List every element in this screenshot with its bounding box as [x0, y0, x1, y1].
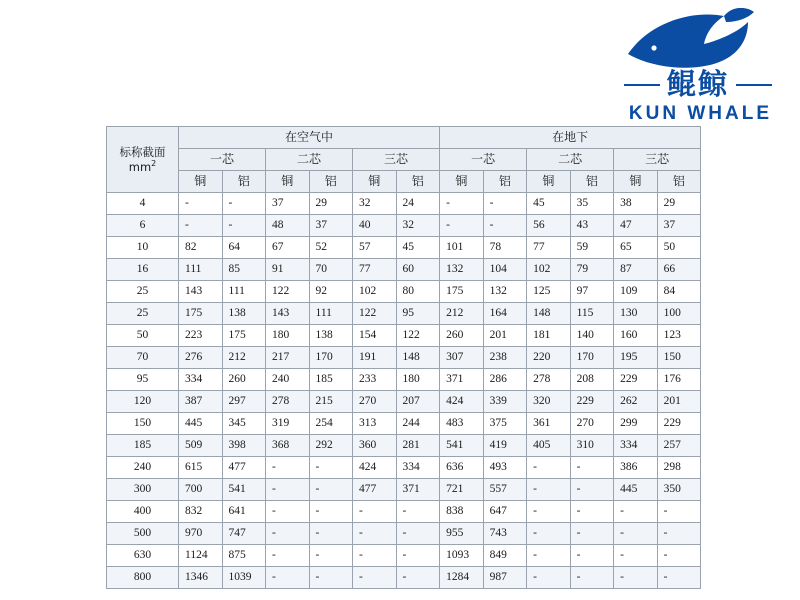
table-header-row-materials — [107, 171, 701, 193]
cell-ampacity: 104 — [483, 259, 527, 281]
cell-ampacity: 84 — [657, 281, 701, 303]
cell-ampacity: 78 — [483, 237, 527, 259]
cell-ampacity: 1039 — [222, 567, 266, 589]
cell-ampacity: 201 — [483, 325, 527, 347]
cell-ampacity: 48 — [266, 215, 310, 237]
cell-ampacity: - — [179, 193, 223, 215]
header-nominal-section — [107, 127, 179, 193]
table-row — [107, 391, 701, 413]
cell-ampacity: 29 — [657, 193, 701, 215]
cell-ampacity: 970 — [179, 523, 223, 545]
cell-ampacity: 233 — [353, 369, 397, 391]
cell-ampacity: 102 — [527, 259, 571, 281]
table-row — [107, 325, 701, 347]
cell-ampacity: - — [396, 501, 440, 523]
cell-ampacity: 270 — [353, 391, 397, 413]
cell-ampacity: 229 — [570, 391, 614, 413]
cell-ampacity: - — [570, 545, 614, 567]
cell-ampacity: 955 — [440, 523, 484, 545]
cell-ampacity: - — [657, 501, 701, 523]
cell-ampacity: 176 — [657, 369, 701, 391]
cell-ampacity: 180 — [396, 369, 440, 391]
cell-ampacity: 647 — [483, 501, 527, 523]
cell-ampacity: 212 — [222, 347, 266, 369]
cell-ampacity: 38 — [614, 193, 658, 215]
cell-ampacity: 319 — [266, 413, 310, 435]
header-material: 铜 — [527, 171, 571, 193]
cell-nominal-section: 630 — [107, 545, 179, 567]
cell-nominal-section: 70 — [107, 347, 179, 369]
cell-ampacity: 339 — [483, 391, 527, 413]
cell-ampacity: 60 — [396, 259, 440, 281]
cell-ampacity: 97 — [570, 281, 614, 303]
cell-ampacity: 987 — [483, 567, 527, 589]
cell-ampacity: 82 — [179, 237, 223, 259]
cell-ampacity: 541 — [222, 479, 266, 501]
cell-nominal-section: 10 — [107, 237, 179, 259]
cell-ampacity: 244 — [396, 413, 440, 435]
cell-ampacity: 70 — [309, 259, 353, 281]
cell-ampacity: 132 — [483, 281, 527, 303]
header-air-core-2: 二芯 — [266, 149, 353, 171]
cell-ampacity: 286 — [483, 369, 527, 391]
cell-ampacity: 95 — [396, 303, 440, 325]
cell-nominal-section: 300 — [107, 479, 179, 501]
cell-ampacity: 220 — [527, 347, 571, 369]
cell-ampacity: 111 — [222, 281, 266, 303]
cell-ampacity: 65 — [614, 237, 658, 259]
cell-ampacity: 80 — [396, 281, 440, 303]
cell-ampacity: 260 — [222, 369, 266, 391]
header-nominal-label: 标称截面 — [119, 144, 166, 159]
cell-ampacity: 87 — [614, 259, 658, 281]
cell-ampacity: - — [266, 501, 310, 523]
cell-ampacity: 164 — [483, 303, 527, 325]
cell-ampacity: - — [353, 567, 397, 589]
cell-ampacity: 143 — [179, 281, 223, 303]
cell-ampacity: 334 — [179, 369, 223, 391]
cell-ampacity: 160 — [614, 325, 658, 347]
cell-ampacity: 92 — [309, 281, 353, 303]
cell-ampacity: 217 — [266, 347, 310, 369]
cell-ampacity: - — [309, 523, 353, 545]
cell-ampacity: 122 — [266, 281, 310, 303]
cell-ampacity: - — [353, 501, 397, 523]
brand-logo — [518, 8, 778, 123]
cell-ampacity: 386 — [614, 457, 658, 479]
table-row — [107, 479, 701, 501]
cell-ampacity: 483 — [440, 413, 484, 435]
cell-ampacity: 207 — [396, 391, 440, 413]
cell-ampacity: 1093 — [440, 545, 484, 567]
cell-ampacity: 636 — [440, 457, 484, 479]
cell-nominal-section: 4 — [107, 193, 179, 215]
cell-ampacity: 180 — [266, 325, 310, 347]
cell-ampacity: - — [266, 567, 310, 589]
cell-nominal-section: 50 — [107, 325, 179, 347]
table-row — [107, 347, 701, 369]
cell-ampacity: - — [570, 501, 614, 523]
header-material: 铜 — [353, 171, 397, 193]
cell-ampacity: 240 — [266, 369, 310, 391]
brand-name-en: KUN WHALE — [628, 103, 772, 124]
cell-ampacity: 122 — [396, 325, 440, 347]
cell-ampacity: 270 — [570, 413, 614, 435]
cell-ampacity: 170 — [309, 347, 353, 369]
cell-ampacity: 398 — [222, 435, 266, 457]
cell-ampacity: - — [222, 193, 266, 215]
cell-nominal-section: 240 — [107, 457, 179, 479]
cell-ampacity: 59 — [570, 237, 614, 259]
cell-ampacity: 123 — [657, 325, 701, 347]
cell-ampacity: 191 — [353, 347, 397, 369]
brand-name-cn: 鲲鲸 — [666, 67, 729, 101]
table-row — [107, 413, 701, 435]
header-material: 铝 — [570, 171, 614, 193]
cell-nominal-section: 500 — [107, 523, 179, 545]
cell-ampacity: - — [614, 501, 658, 523]
cell-ampacity: 262 — [614, 391, 658, 413]
cell-ampacity: 45 — [396, 237, 440, 259]
cell-ampacity: - — [527, 479, 571, 501]
cell-ampacity: - — [353, 545, 397, 567]
cell-ampacity: - — [266, 545, 310, 567]
cell-ampacity: 35 — [570, 193, 614, 215]
cell-ampacity: - — [570, 567, 614, 589]
cell-nominal-section: 6 — [107, 215, 179, 237]
cell-ampacity: 122 — [353, 303, 397, 325]
cell-ampacity: 181 — [527, 325, 571, 347]
table-row — [107, 193, 701, 215]
cell-ampacity: 445 — [179, 413, 223, 435]
table-row — [107, 281, 701, 303]
cell-ampacity: - — [527, 567, 571, 589]
header-material: 铝 — [309, 171, 353, 193]
cell-ampacity: - — [657, 545, 701, 567]
cell-ampacity: 371 — [440, 369, 484, 391]
header-material: 铜 — [614, 171, 658, 193]
cell-ampacity: 350 — [657, 479, 701, 501]
cell-ampacity: 45 — [527, 193, 571, 215]
brand-name-cn-row — [624, 67, 772, 101]
cell-ampacity: 375 — [483, 413, 527, 435]
cell-ampacity: 299 — [614, 413, 658, 435]
cell-ampacity: 37 — [266, 193, 310, 215]
cell-ampacity: 368 — [266, 435, 310, 457]
header-material: 铝 — [657, 171, 701, 193]
cell-ampacity: 292 — [309, 435, 353, 457]
header-group-air: 在空气中 — [179, 127, 440, 149]
cell-ampacity: - — [657, 567, 701, 589]
cell-ampacity: 257 — [657, 435, 701, 457]
cell-ampacity: 260 — [440, 325, 484, 347]
cell-ampacity: 281 — [396, 435, 440, 457]
cell-nominal-section: 120 — [107, 391, 179, 413]
cell-ampacity: - — [614, 545, 658, 567]
table-row — [107, 523, 701, 545]
cell-ampacity: 223 — [179, 325, 223, 347]
header-air-core-1: 一芯 — [179, 149, 266, 171]
header-material: 铝 — [483, 171, 527, 193]
header-group-underground: 在地下 — [440, 127, 701, 149]
cell-ampacity: 175 — [222, 325, 266, 347]
cell-ampacity: 138 — [222, 303, 266, 325]
cell-ampacity: 557 — [483, 479, 527, 501]
cell-ampacity: 43 — [570, 215, 614, 237]
cell-ampacity: 77 — [353, 259, 397, 281]
cell-ampacity: 1346 — [179, 567, 223, 589]
cell-ampacity: - — [570, 457, 614, 479]
cell-ampacity: 615 — [179, 457, 223, 479]
cell-ampacity: - — [266, 479, 310, 501]
cell-ampacity: 154 — [353, 325, 397, 347]
cell-ampacity: 132 — [440, 259, 484, 281]
table-body — [107, 193, 701, 589]
cell-ampacity: - — [396, 545, 440, 567]
cell-ampacity: 310 — [570, 435, 614, 457]
cell-ampacity: 138 — [309, 325, 353, 347]
cell-ampacity: 541 — [440, 435, 484, 457]
cell-ampacity: 747 — [222, 523, 266, 545]
cell-ampacity: 57 — [353, 237, 397, 259]
table-row — [107, 567, 701, 589]
table-row — [107, 303, 701, 325]
cell-ampacity: 238 — [483, 347, 527, 369]
cell-ampacity: - — [353, 523, 397, 545]
cell-ampacity: 254 — [309, 413, 353, 435]
cell-ampacity: - — [266, 457, 310, 479]
cell-ampacity: 307 — [440, 347, 484, 369]
cell-ampacity: 101 — [440, 237, 484, 259]
cell-ampacity: - — [527, 523, 571, 545]
cell-ampacity: 320 — [527, 391, 571, 413]
cell-ampacity: 875 — [222, 545, 266, 567]
cell-nominal-section: 95 — [107, 369, 179, 391]
cell-ampacity: - — [483, 193, 527, 215]
cell-ampacity: 201 — [657, 391, 701, 413]
cell-ampacity: 102 — [353, 281, 397, 303]
cell-ampacity: 297 — [222, 391, 266, 413]
brand-rule-left — [624, 84, 660, 86]
cell-ampacity: 477 — [353, 479, 397, 501]
cell-ampacity: - — [309, 501, 353, 523]
cell-ampacity: 148 — [527, 303, 571, 325]
header-material: 铜 — [266, 171, 310, 193]
cell-nominal-section: 400 — [107, 501, 179, 523]
cell-ampacity: 50 — [657, 237, 701, 259]
cell-ampacity: 40 — [353, 215, 397, 237]
cell-ampacity: - — [309, 479, 353, 501]
cell-ampacity: 424 — [353, 457, 397, 479]
cell-ampacity: 445 — [614, 479, 658, 501]
cell-ampacity: - — [614, 567, 658, 589]
cell-ampacity: 47 — [614, 215, 658, 237]
header-air-core-3: 三芯 — [353, 149, 440, 171]
cell-ampacity: - — [483, 215, 527, 237]
cell-ampacity: 29 — [309, 193, 353, 215]
cell-ampacity: 66 — [657, 259, 701, 281]
table-header-row-groups — [107, 127, 701, 149]
cell-nominal-section: 150 — [107, 413, 179, 435]
cell-ampacity: 493 — [483, 457, 527, 479]
cell-ampacity: 215 — [309, 391, 353, 413]
cell-ampacity: - — [222, 215, 266, 237]
cell-nominal-section: 185 — [107, 435, 179, 457]
cell-ampacity: 361 — [527, 413, 571, 435]
cell-ampacity: 345 — [222, 413, 266, 435]
cell-ampacity: - — [179, 215, 223, 237]
cell-ampacity: 208 — [570, 369, 614, 391]
ampacity-table-container — [106, 126, 700, 589]
header-material: 铜 — [440, 171, 484, 193]
cell-ampacity: 849 — [483, 545, 527, 567]
header-nominal-unit: mm — [128, 159, 152, 174]
cell-ampacity: 115 — [570, 303, 614, 325]
cell-ampacity: 140 — [570, 325, 614, 347]
ampacity-table — [106, 126, 701, 589]
table-row — [107, 545, 701, 567]
cell-ampacity: - — [570, 479, 614, 501]
table-row — [107, 259, 701, 281]
cell-ampacity: 743 — [483, 523, 527, 545]
header-ug-core-2: 二芯 — [527, 149, 614, 171]
cell-ampacity: 298 — [657, 457, 701, 479]
cell-ampacity: 111 — [309, 303, 353, 325]
cell-ampacity: 360 — [353, 435, 397, 457]
cell-ampacity: 109 — [614, 281, 658, 303]
cell-ampacity: 185 — [309, 369, 353, 391]
table-row — [107, 215, 701, 237]
cell-ampacity: 405 — [527, 435, 571, 457]
cell-ampacity: 37 — [309, 215, 353, 237]
cell-ampacity: - — [527, 545, 571, 567]
cell-ampacity: - — [309, 545, 353, 567]
table-row — [107, 237, 701, 259]
cell-ampacity: - — [309, 457, 353, 479]
cell-ampacity: 24 — [396, 193, 440, 215]
cell-ampacity: 229 — [614, 369, 658, 391]
header-ug-core-1: 一芯 — [440, 149, 527, 171]
cell-ampacity: 195 — [614, 347, 658, 369]
cell-ampacity: 371 — [396, 479, 440, 501]
cell-ampacity: 229 — [657, 413, 701, 435]
header-ug-core-3: 三芯 — [614, 149, 701, 171]
cell-ampacity: 1124 — [179, 545, 223, 567]
cell-ampacity: - — [396, 523, 440, 545]
cell-ampacity: 721 — [440, 479, 484, 501]
table-row — [107, 435, 701, 457]
cell-nominal-section: 25 — [107, 303, 179, 325]
brand-rule-right — [736, 84, 772, 86]
cell-ampacity: - — [396, 567, 440, 589]
cell-ampacity: 838 — [440, 501, 484, 523]
cell-ampacity: 424 — [440, 391, 484, 413]
table-row — [107, 369, 701, 391]
cell-ampacity: 91 — [266, 259, 310, 281]
cell-ampacity: 509 — [179, 435, 223, 457]
table-row — [107, 501, 701, 523]
cell-ampacity: - — [440, 193, 484, 215]
cell-ampacity: - — [614, 523, 658, 545]
cell-ampacity: 67 — [266, 237, 310, 259]
cell-ampacity: 278 — [266, 391, 310, 413]
cell-ampacity: 79 — [570, 259, 614, 281]
cell-ampacity: 700 — [179, 479, 223, 501]
cell-ampacity: 641 — [222, 501, 266, 523]
cell-ampacity: 150 — [657, 347, 701, 369]
cell-ampacity: 77 — [527, 237, 571, 259]
cell-ampacity: 278 — [527, 369, 571, 391]
cell-ampacity: 125 — [527, 281, 571, 303]
cell-ampacity: - — [657, 523, 701, 545]
cell-ampacity: 32 — [353, 193, 397, 215]
cell-nominal-section: 800 — [107, 567, 179, 589]
cell-ampacity: 175 — [440, 281, 484, 303]
cell-ampacity: 100 — [657, 303, 701, 325]
cell-ampacity: 85 — [222, 259, 266, 281]
cell-ampacity: 1284 — [440, 567, 484, 589]
whale-icon — [620, 8, 770, 74]
cell-ampacity: 832 — [179, 501, 223, 523]
cell-ampacity: - — [527, 501, 571, 523]
cell-ampacity: 334 — [614, 435, 658, 457]
cell-ampacity: 419 — [483, 435, 527, 457]
cell-ampacity: 212 — [440, 303, 484, 325]
cell-ampacity: 477 — [222, 457, 266, 479]
cell-ampacity: 387 — [179, 391, 223, 413]
cell-ampacity: 313 — [353, 413, 397, 435]
cell-ampacity: 111 — [179, 259, 223, 281]
cell-ampacity: - — [527, 457, 571, 479]
cell-ampacity: 334 — [396, 457, 440, 479]
table-header-row-subgroups — [107, 149, 701, 171]
cell-ampacity: 37 — [657, 215, 701, 237]
cell-ampacity: 143 — [266, 303, 310, 325]
cell-ampacity: 276 — [179, 347, 223, 369]
cell-nominal-section: 25 — [107, 281, 179, 303]
cell-ampacity: - — [266, 523, 310, 545]
cell-ampacity: 56 — [527, 215, 571, 237]
header-material: 铝 — [222, 171, 266, 193]
header-material: 铜 — [179, 171, 223, 193]
cell-nominal-section: 16 — [107, 259, 179, 281]
cell-ampacity: 148 — [396, 347, 440, 369]
table-row — [107, 457, 701, 479]
cell-ampacity: - — [309, 567, 353, 589]
cell-ampacity: 64 — [222, 237, 266, 259]
cell-ampacity: - — [570, 523, 614, 545]
cell-ampacity: 32 — [396, 215, 440, 237]
cell-ampacity: 52 — [309, 237, 353, 259]
cell-ampacity: 130 — [614, 303, 658, 325]
header-nominal-unit-sup: 2 — [151, 159, 157, 169]
table-head — [107, 127, 701, 193]
cell-ampacity: - — [440, 215, 484, 237]
header-material: 铝 — [396, 171, 440, 193]
cell-ampacity: 175 — [179, 303, 223, 325]
cell-ampacity: 170 — [570, 347, 614, 369]
